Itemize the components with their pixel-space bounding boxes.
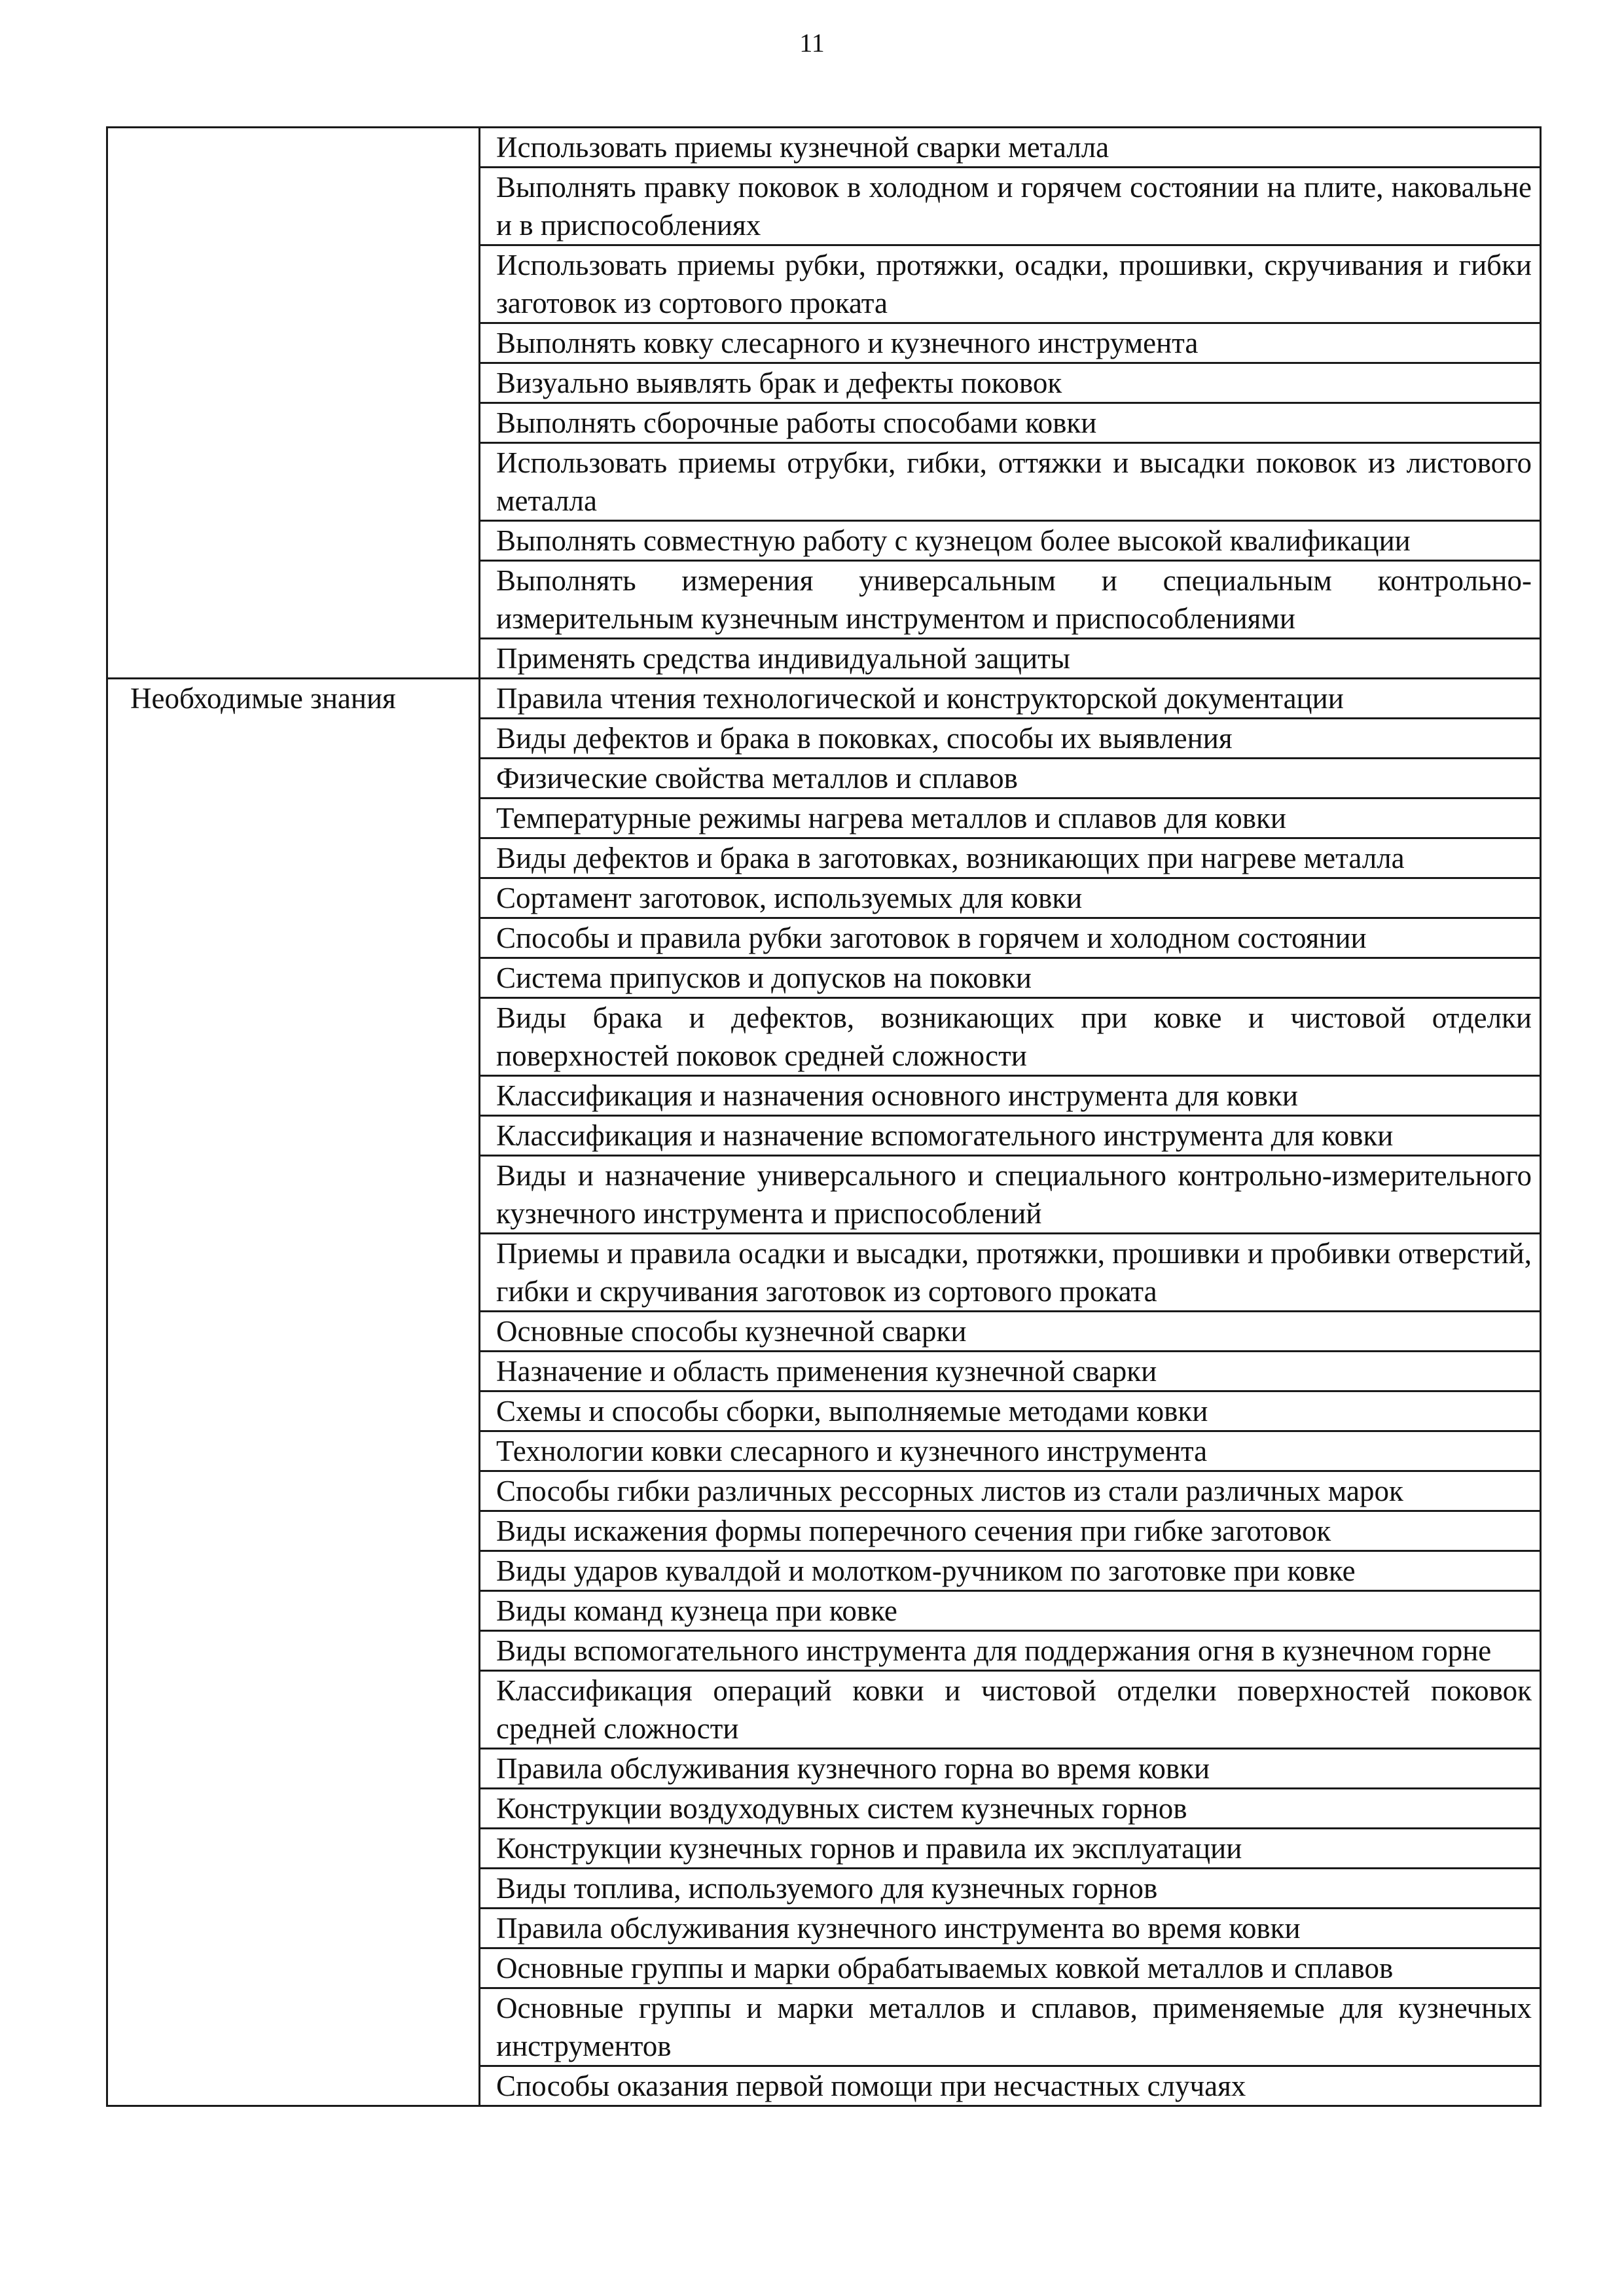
requirement-item: Виды ударов кувалдой и молотком-ручником по заготовке при ковке [480,1551,1541,1591]
requirement-item: Схемы и способы сборки, выполняемые методами ковки [480,1391,1541,1431]
table-body [107,128,1541,2106]
table-row [107,1391,1541,1431]
section-label-cell [107,1909,480,1948]
table-row [107,1948,1541,1988]
table-row [107,759,1541,798]
section-label-cell [107,521,480,561]
section-label-cell [107,918,480,958]
table-row [107,798,1541,838]
section-label-cell [107,719,480,759]
section-label-cell [107,1352,480,1391]
section-label-cell: Необходимые знания [107,679,480,719]
table-row [107,323,1541,363]
table-row [107,1909,1541,1948]
requirement-item: Классификация операций ковки и чистовой отделки поверхностей поковок средней сложности [480,1671,1541,1749]
table-row [107,1076,1541,1116]
table-row [107,1156,1541,1234]
table-row [107,958,1541,998]
section-label-cell [107,2066,480,2106]
table-row [107,679,1541,719]
section-label-cell [107,1234,480,1312]
table-row [107,1829,1541,1869]
section-label-cell [107,1156,480,1234]
table-row [107,561,1541,639]
section-label-cell [107,1631,480,1671]
requirement-item: Выполнять совместную работу с кузнецом более высокой квалификации [480,521,1541,561]
requirement-item: Визуально выявлять брак и дефекты поковок [480,363,1541,403]
section-label-cell [107,1471,480,1511]
table-row [107,1352,1541,1391]
requirement-item: Виды брака и дефектов, возникающих при ковке и чистовой отделки поверхностей поковок средней сложности [480,998,1541,1076]
requirement-item: Выполнять сборочные работы способами ковки [480,403,1541,443]
table-row [107,1116,1541,1156]
section-label-cell [107,1431,480,1471]
requirement-item: Правила обслуживания кузнечного инструмента во время ковки [480,1909,1541,1948]
section-label-cell [107,1829,480,1869]
table-row [107,443,1541,521]
table-row [107,1312,1541,1352]
requirement-item: Способы гибки различных рессорных листов из стали различных марок [480,1471,1541,1511]
section-label-cell [107,168,480,245]
section-label-cell [107,958,480,998]
table-row [107,245,1541,323]
table-row [107,1789,1541,1829]
section-label-cell [107,561,480,639]
table-row [107,403,1541,443]
requirement-item: Система припусков и допусков на поковки [480,958,1541,998]
requirement-item: Использовать приемы кузнечной сварки металла [480,128,1541,168]
section-label-cell [107,759,480,798]
requirement-item: Виды дефектов и брака в поковках, способы их выявления [480,719,1541,759]
section-label-cell [107,1591,480,1631]
table-row [107,521,1541,561]
requirement-item: Приемы и правила осадки и высадки, протяжки, прошивки и пробивки отверстий, гибки и скручивания заготовок из сортового проката [480,1234,1541,1312]
section-label-cell [107,443,480,521]
requirement-item: Основные способы кузнечной сварки [480,1312,1541,1352]
section-label-cell [107,878,480,918]
table-row [107,1671,1541,1749]
section-label-cell [107,363,480,403]
table-row [107,838,1541,878]
section-label-cell [107,1869,480,1909]
table-row [107,1988,1541,2066]
section-label-cell [107,798,480,838]
requirement-item: Виды вспомогательного инструмента для поддержания огня в кузнечном горне [480,1631,1541,1671]
requirement-item: Виды топлива, используемого для кузнечных горнов [480,1869,1541,1909]
table-row [107,168,1541,245]
section-label-cell [107,403,480,443]
table-row [107,639,1541,679]
section-label-cell [107,245,480,323]
section-label-cell [107,998,480,1076]
table-row [107,918,1541,958]
section-label-cell [107,1789,480,1829]
table-row [107,2066,1541,2106]
requirement-item: Выполнять правку поковок в холодном и горячем состоянии на плите, наковальне и в приспособлениях [480,168,1541,245]
section-label-cell [107,838,480,878]
requirement-item: Использовать приемы отрубки, гибки, оттяжки и высадки поковок из листового металла [480,443,1541,521]
table-row [107,128,1541,168]
table-row [107,1234,1541,1312]
section-label-cell [107,639,480,679]
competency-table [106,126,1542,2107]
section-label-cell [107,323,480,363]
table-row [107,998,1541,1076]
requirement-item: Виды искажения формы поперечного сечения при гибке заготовок [480,1511,1541,1551]
page-number: 11 [799,28,825,58]
section-label-cell [107,1511,480,1551]
section-label-cell [107,1671,480,1749]
requirement-item: Выполнять ковку слесарного и кузнечного инструмента [480,323,1541,363]
table-row [107,1749,1541,1789]
requirement-item: Выполнять измерения универсальным и специальным контрольно-измерительным кузнечным инструментом и приспособлениями [480,561,1541,639]
table-row [107,1511,1541,1551]
section-label-cell [107,1391,480,1431]
requirement-item: Правила обслуживания кузнечного горна во время ковки [480,1749,1541,1789]
section-label-cell [107,1116,480,1156]
section-label-cell [107,1076,480,1116]
table-row [107,878,1541,918]
table-row [107,1631,1541,1671]
requirement-item: Применять средства индивидуальной защиты [480,639,1541,679]
requirement-item: Классификация и назначения основного инструмента для ковки [480,1076,1541,1116]
requirement-item: Правила чтения технологической и конструкторской документации [480,679,1541,719]
requirement-item: Температурные режимы нагрева металлов и сплавов для ковки [480,798,1541,838]
section-label-cell [107,1948,480,1988]
table-row [107,719,1541,759]
section-label-cell [107,1988,480,2066]
table-row [107,363,1541,403]
requirement-item: Сортамент заготовок, используемых для ковки [480,878,1541,918]
table-row [107,1591,1541,1631]
requirement-item: Способы и правила рубки заготовок в горячем и холодном состоянии [480,918,1541,958]
requirement-item: Виды дефектов и брака в заготовках, возникающих при нагреве металла [480,838,1541,878]
requirement-item: Физические свойства металлов и сплавов [480,759,1541,798]
requirement-item: Технологии ковки слесарного и кузнечного инструмента [480,1431,1541,1471]
table-row [107,1551,1541,1591]
table-row [107,1869,1541,1909]
requirement-item: Основные группы и марки металлов и сплавов, применяемые для кузнечных инструментов [480,1988,1541,2066]
requirement-item: Способы оказания первой помощи при несчастных случаях [480,2066,1541,2106]
requirement-item: Основные группы и марки обрабатываемых ковкой металлов и сплавов [480,1948,1541,1988]
section-label-cell [107,128,480,168]
section-label-cell [107,1312,480,1352]
requirement-item: Виды команд кузнеца при ковке [480,1591,1541,1631]
requirement-item: Конструкции воздуходувных систем кузнечных горнов [480,1789,1541,1829]
requirement-item: Конструкции кузнечных горнов и правила их эксплуатации [480,1829,1541,1869]
requirement-item: Классификация и назначение вспомогательного инструмента для ковки [480,1116,1541,1156]
requirement-item: Назначение и область применения кузнечной сварки [480,1352,1541,1391]
requirement-item: Виды и назначение универсального и специального контрольно-измерительного кузнечного инструмента и приспособлений [480,1156,1541,1234]
section-label-cell [107,1749,480,1789]
requirement-item: Использовать приемы рубки, протяжки, осадки, прошивки, скручивания и гибки заготовок из сортового проката [480,245,1541,323]
table-row [107,1471,1541,1511]
section-label-cell [107,1551,480,1591]
table-row [107,1431,1541,1471]
